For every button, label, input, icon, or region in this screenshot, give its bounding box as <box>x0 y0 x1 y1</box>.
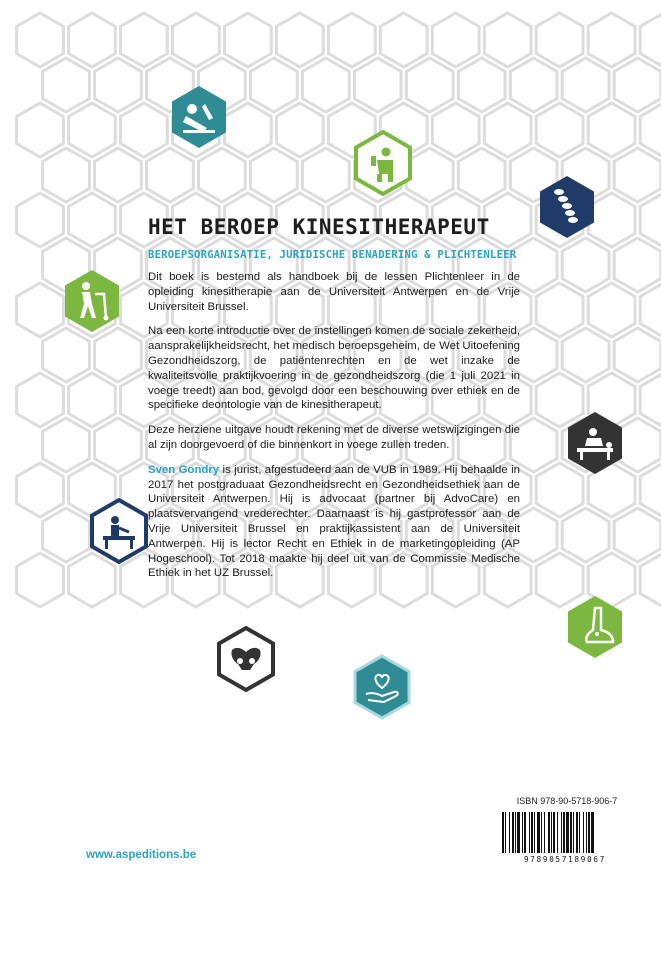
background-hexagon <box>69 13 116 67</box>
barcode-bar <box>566 812 569 853</box>
background-hexagon <box>640 283 661 337</box>
description-paragraph-1: Dit boek is bestemd als handboek bij de lessen Plichtenleer in de opleiding kinesitherapie aan de Universiteit Antwerpen en de Vrije Universiteit Brussel. <box>148 271 520 313</box>
background-hexagon <box>17 283 64 337</box>
publisher-website: www.aspeditions.be <box>86 849 197 861</box>
background-hexagon <box>614 508 661 562</box>
barcode-bar <box>557 812 558 853</box>
background-hexagon <box>458 148 505 202</box>
background-hexagon <box>250 58 297 112</box>
background-hexagon <box>43 328 90 382</box>
isbn-label: ISBN 978-90-5718-906-7 <box>516 796 618 806</box>
background-hexagon <box>614 148 661 202</box>
barcode-bar <box>561 812 562 853</box>
background-hexagon <box>276 13 323 67</box>
background-hexagon <box>225 13 272 67</box>
barcode-bar <box>534 812 535 853</box>
background-hexagon <box>588 13 635 67</box>
background-hexagon <box>302 58 349 112</box>
background-hexagon <box>536 283 583 337</box>
barcode-bar <box>573 812 574 853</box>
barcode-number: 9789057189067 <box>523 855 607 864</box>
barcode-bar <box>583 812 584 853</box>
physiotherapy-table-icon <box>565 410 625 476</box>
background-hexagon <box>95 148 142 202</box>
barcode-bar <box>522 812 523 853</box>
background-hexagon <box>458 58 505 112</box>
background-hexagon <box>614 238 661 292</box>
barcode-bar <box>544 812 545 853</box>
patient-table-icon <box>89 498 149 564</box>
background-hexagon <box>588 283 635 337</box>
background-hexagon <box>484 13 531 67</box>
barcode-bar <box>548 812 550 853</box>
author-bio-text: is jurist, afgestudeerd aan de VUB in 1989. Hij behaalde in 2017 het postgraduaat Gezondheidsrecht en Gezondheidsethiek aan de Universiteit Antwerpen. Hij is advocaat (partner bij AdvoCare) en plaatsvervangend vrederechter. Daarnaast is hij gastprofessor aan de Vrije Universiteit Brussel en praktijkassistent aan de Universiteit Antwerpen. Hij is lector Recht en Ethiek in de marketingopleiding (AP Hogeschool). Tot 2018 maakte hij deel uit van de Commissie Medische Ethiek in het UZ Brussel. <box>148 463 520 580</box>
background-hexagon <box>173 13 220 67</box>
background-hexagon <box>69 373 116 427</box>
background-hexagon <box>354 58 401 112</box>
barcode-bar <box>531 812 533 853</box>
background-hexagon <box>562 508 609 562</box>
therapy-massage-icon <box>169 84 229 150</box>
background-hexagon <box>406 58 453 112</box>
background-hexagon <box>432 103 479 157</box>
background-hexagon <box>640 553 661 607</box>
background-hexagon <box>302 148 349 202</box>
background-hexagon <box>640 463 661 517</box>
barcode-bar <box>509 812 510 853</box>
description-paragraph-3: Deze herziene uitgave houdt rekening met de diverse wetswijzigingen die al zijn doorgevoerd of die binnenkort in voege zullen treden. <box>148 424 520 451</box>
background-hexagon <box>95 328 142 382</box>
barcode-bar <box>563 812 565 853</box>
background-hexagon <box>276 103 323 157</box>
background-hexagon <box>432 13 479 67</box>
back-cover-text <box>148 215 520 591</box>
background-hexagon <box>199 148 246 202</box>
walker-icon <box>62 268 122 334</box>
barcode-bar <box>576 812 578 853</box>
background-hexagon <box>17 373 64 427</box>
book-title: HET BEROEP KINESITHERAPEUT <box>148 215 490 239</box>
barcode-bar <box>570 812 572 853</box>
barcode-bar <box>588 812 590 853</box>
background-hexagon <box>69 103 116 157</box>
barcode-bar <box>517 812 520 853</box>
barcode-bar <box>553 812 555 853</box>
background-hexagon <box>380 13 427 67</box>
barcode-bar <box>591 812 594 853</box>
background-hexagon <box>562 328 609 382</box>
heart-hand-icon <box>352 654 412 720</box>
author-name: Sven Gondry <box>148 463 220 476</box>
background-hexagon <box>43 508 90 562</box>
spine-icon <box>537 174 597 240</box>
background-hexagon <box>484 103 531 157</box>
background-hexagon <box>17 103 64 157</box>
background-hexagon <box>17 193 64 247</box>
barcode-bar <box>537 812 540 853</box>
background-hexagon <box>17 463 64 517</box>
background-hexagon <box>640 103 661 157</box>
background-hexagon <box>225 103 272 157</box>
barcode-bar <box>512 812 514 853</box>
barcode-bar <box>579 812 580 853</box>
background-hexagon <box>43 418 90 472</box>
foot-icon <box>565 594 625 660</box>
barcode-bar <box>551 812 552 853</box>
background-hexagon <box>640 193 661 247</box>
background-hexagon <box>640 13 661 67</box>
background-hexagon <box>536 103 583 157</box>
pelvis-icon <box>216 626 276 692</box>
background-hexagon <box>43 148 90 202</box>
background-hexagon <box>328 13 375 67</box>
background-hexagon <box>121 103 168 157</box>
background-hexagon <box>588 103 635 157</box>
background-hexagon <box>95 418 142 472</box>
background-hexagon <box>406 148 453 202</box>
background-hexagon <box>562 58 609 112</box>
barcode-bar <box>541 812 542 853</box>
barcode-bar <box>586 812 587 853</box>
barcode-bar <box>524 812 526 853</box>
background-hexagon <box>510 58 557 112</box>
background-hexagon <box>614 58 661 112</box>
barcode-bar <box>515 812 516 853</box>
background-hexagon <box>614 328 661 382</box>
weightlifting-icon <box>353 130 413 196</box>
background-hexagon <box>562 238 609 292</box>
background-hexagon <box>536 13 583 67</box>
background-hexagon <box>43 58 90 112</box>
barcode-bar <box>529 812 530 853</box>
description-paragraph-2: Na een korte introductie over de instellingen komen de sociale zekerheid, aansprakelijkheidsrecht, het medisch beroepsgeheim, de Wet Uitoefening Gezondheidszorg, de patiëntenrechten en de wet inzake de kwaliteitsvolle praktijkvoering in de gezondheidszorg (die 1 juli 2021 in voege treedt) aan bod, gevolgd door een beschouwing over ethiek en de specifieke deontologie van de kinesitherapeut. <box>148 325 520 412</box>
barcode-bar <box>502 812 504 853</box>
background-hexagon <box>69 193 116 247</box>
background-hexagon <box>17 553 64 607</box>
author-bio <box>148 463 520 581</box>
book-subtitle: BEROEPSORGANISATIE, JURIDISCHE BENADERING & PLICHTENLEER <box>148 249 517 261</box>
barcode-bar <box>505 812 506 853</box>
background-hexagon <box>640 373 661 427</box>
background-hexagon <box>250 148 297 202</box>
background-hexagon <box>147 148 194 202</box>
barcode <box>496 810 634 864</box>
background-hexagon <box>17 13 64 67</box>
background-hexagon <box>121 13 168 67</box>
background-hexagon <box>95 58 142 112</box>
